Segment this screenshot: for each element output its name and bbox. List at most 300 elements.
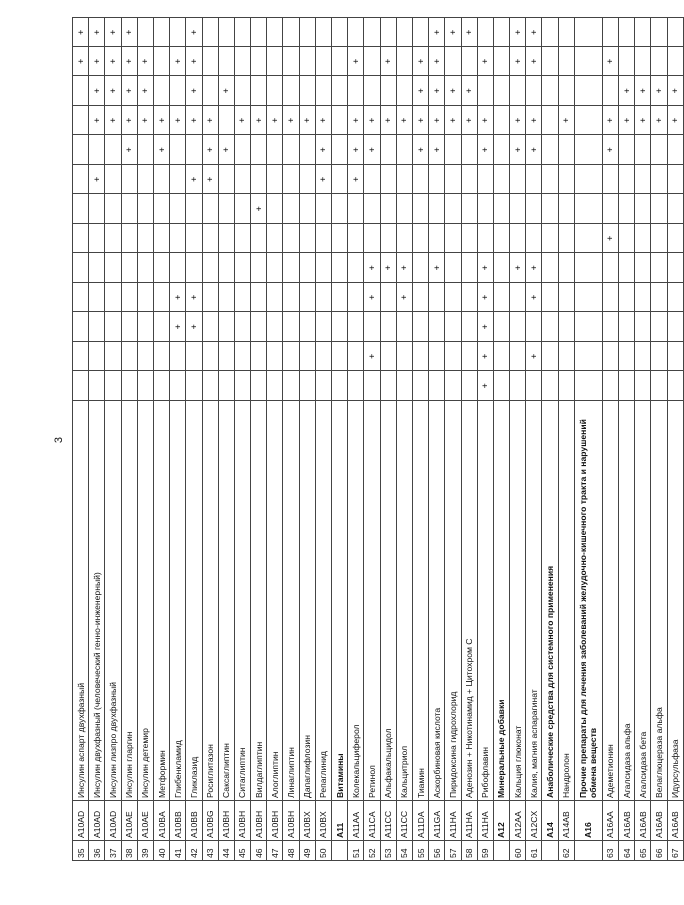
mark-cell: + <box>429 47 445 77</box>
mark-cell <box>574 194 602 224</box>
drug-name-cell: Альфакальцидол <box>380 401 396 801</box>
section-title-cell: Минеральные добавки <box>493 401 509 801</box>
mark-cell <box>412 342 428 372</box>
mark-cell <box>412 194 428 224</box>
mark-cell <box>73 106 89 136</box>
mark-cell <box>299 76 315 106</box>
mark-cell: + <box>170 283 186 313</box>
row-number-cell: 52 <box>364 841 380 861</box>
mark-cell <box>558 194 574 224</box>
mark-cell <box>186 342 202 372</box>
mark-cell <box>137 224 153 254</box>
atc-code-cell: A10BH <box>267 801 283 841</box>
mark-cell <box>89 312 105 342</box>
mark-cell <box>445 283 461 313</box>
mark-cell: + <box>153 106 169 136</box>
mark-cell <box>510 312 526 342</box>
mark-cell <box>558 371 574 401</box>
mark-cell <box>234 18 250 47</box>
mark-cell <box>461 312 477 342</box>
mark-cell <box>510 165 526 195</box>
mark-cell <box>635 135 651 165</box>
mark-cell <box>526 312 542 342</box>
mark-cell <box>526 194 542 224</box>
mark-cell <box>651 194 667 224</box>
row-number-cell: 56 <box>429 841 445 861</box>
row-number-cell: 59 <box>477 841 493 861</box>
mark-cell <box>218 342 234 372</box>
mark-cell: + <box>477 47 493 77</box>
drug-name-cell: Ситаглиптин <box>234 401 250 801</box>
drug-name-cell: Инсулин двухфазный (человеческий генно-инженерный) <box>89 401 105 801</box>
mark-cell <box>477 165 493 195</box>
mark-cell <box>234 76 250 106</box>
row-number-cell: 36 <box>89 841 105 861</box>
mark-cell <box>461 135 477 165</box>
mark-cell <box>364 194 380 224</box>
drug-name-cell: Ретинол <box>364 401 380 801</box>
mark-cell <box>121 194 137 224</box>
table-row <box>651 18 667 861</box>
mark-cell <box>635 194 651 224</box>
atc-code-cell: A10AD <box>89 801 105 841</box>
mark-cell <box>429 371 445 401</box>
mark-cell <box>602 253 618 283</box>
mark-cell <box>218 18 234 47</box>
mark-cell <box>493 194 509 224</box>
mark-cell: + <box>186 165 202 195</box>
mark-cell: + <box>429 135 445 165</box>
mark-cell <box>396 18 412 47</box>
mark-cell <box>332 76 348 106</box>
mark-cell <box>251 342 267 372</box>
mark-cell <box>251 224 267 254</box>
mark-cell <box>412 312 428 342</box>
table-row <box>234 18 250 861</box>
table-row <box>429 18 445 861</box>
mark-cell: + <box>635 76 651 106</box>
mark-cell: + <box>348 135 364 165</box>
mark-cell <box>283 253 299 283</box>
mark-cell <box>153 47 169 77</box>
atc-code-cell: A10AE <box>121 801 137 841</box>
mark-cell <box>602 76 618 106</box>
mark-cell <box>202 253 218 283</box>
mark-cell <box>412 224 428 254</box>
mark-cell <box>170 135 186 165</box>
mark-cell <box>396 135 412 165</box>
atc-code-cell: A16AB <box>619 801 635 841</box>
mark-cell: + <box>461 18 477 47</box>
mark-cell <box>667 224 683 254</box>
mark-cell: + <box>186 312 202 342</box>
mark-cell <box>283 76 299 106</box>
mark-cell <box>396 224 412 254</box>
mark-cell <box>380 135 396 165</box>
drug-name-cell: Инсулин детемир <box>137 401 153 801</box>
mark-cell: + <box>348 47 364 77</box>
mark-cell <box>153 253 169 283</box>
mark-cell <box>493 224 509 254</box>
mark-cell <box>202 18 218 47</box>
atc-code-cell: A10BX <box>315 801 331 841</box>
mark-cell: + <box>429 76 445 106</box>
mark-cell <box>73 165 89 195</box>
mark-cell <box>137 135 153 165</box>
mark-cell <box>332 224 348 254</box>
row-number-cell: 65 <box>635 841 651 861</box>
mark-cell <box>153 312 169 342</box>
mark-cell <box>299 283 315 313</box>
mark-cell: + <box>477 371 493 401</box>
mark-cell <box>89 194 105 224</box>
mark-cell <box>251 253 267 283</box>
mark-cell: + <box>315 165 331 195</box>
section-title-cell: Витамины <box>332 401 348 801</box>
atc-code-cell: A16AB <box>651 801 667 841</box>
mark-cell <box>283 312 299 342</box>
mark-cell <box>364 371 380 401</box>
mark-cell <box>267 47 283 77</box>
mark-cell <box>429 342 445 372</box>
row-number-cell: 53 <box>380 841 396 861</box>
table-row <box>283 18 299 861</box>
row-number-cell: 48 <box>283 841 299 861</box>
mark-cell: + <box>380 253 396 283</box>
section-row <box>493 18 509 861</box>
drug-name-cell: Инсулин гларгин <box>121 401 137 801</box>
mark-cell <box>283 194 299 224</box>
mark-cell <box>461 253 477 283</box>
atc-code-cell: A10BA <box>153 801 169 841</box>
rotated-table-frame <box>72 29 681 861</box>
mark-cell: + <box>251 106 267 136</box>
mark-cell <box>574 76 602 106</box>
mark-cell <box>121 371 137 401</box>
mark-cell: + <box>186 47 202 77</box>
table-row <box>635 18 651 861</box>
table-row <box>558 18 574 861</box>
table-row <box>153 18 169 861</box>
table-row <box>299 18 315 861</box>
section-title-cell: Анаболические средства для системного применения <box>542 401 558 801</box>
atc-code-cell: A11AA <box>348 801 364 841</box>
mark-cell <box>89 283 105 313</box>
row-number-cell: 47 <box>267 841 283 861</box>
mark-cell <box>574 18 602 47</box>
mark-cell <box>105 283 121 313</box>
mark-cell <box>315 283 331 313</box>
mark-cell <box>170 371 186 401</box>
mark-cell <box>445 253 461 283</box>
mark-cell <box>412 253 428 283</box>
row-number-cell <box>542 841 558 861</box>
row-number-cell: 63 <box>602 841 618 861</box>
mark-cell <box>619 224 635 254</box>
mark-cell <box>635 283 651 313</box>
mark-cell <box>137 165 153 195</box>
mark-cell: + <box>348 165 364 195</box>
mark-cell <box>619 165 635 195</box>
mark-cell <box>234 342 250 372</box>
mark-cell <box>558 47 574 77</box>
mark-cell <box>267 18 283 47</box>
mark-cell: + <box>412 47 428 77</box>
mark-cell: + <box>619 76 635 106</box>
mark-cell: + <box>348 106 364 136</box>
mark-cell <box>558 76 574 106</box>
mark-cell <box>153 283 169 313</box>
atc-code-cell: A10AD <box>105 801 121 841</box>
atc-code-cell: A11GA <box>429 801 445 841</box>
mark-cell <box>137 312 153 342</box>
mark-cell <box>651 371 667 401</box>
mark-cell <box>202 47 218 77</box>
mark-cell <box>493 253 509 283</box>
mark-cell <box>234 371 250 401</box>
mark-cell <box>283 47 299 77</box>
mark-cell: + <box>105 18 121 47</box>
mark-cell <box>542 135 558 165</box>
mark-cell <box>574 106 602 136</box>
mark-cell <box>283 165 299 195</box>
drug-name-cell: Дапаглифлозин <box>299 401 315 801</box>
mark-cell <box>153 371 169 401</box>
mark-cell <box>332 312 348 342</box>
table-row <box>526 18 542 861</box>
mark-cell: + <box>315 135 331 165</box>
mark-cell <box>429 312 445 342</box>
mark-cell <box>619 371 635 401</box>
mark-cell: + <box>364 342 380 372</box>
atc-code-cell: A14 <box>542 801 558 841</box>
drug-table <box>72 18 684 862</box>
mark-cell <box>137 194 153 224</box>
mark-cell: + <box>121 76 137 106</box>
mark-cell <box>332 47 348 77</box>
mark-cell <box>267 194 283 224</box>
mark-cell <box>574 47 602 77</box>
mark-cell <box>299 253 315 283</box>
mark-cell: + <box>283 106 299 136</box>
table-row <box>396 18 412 861</box>
mark-cell: + <box>510 135 526 165</box>
mark-cell <box>89 371 105 401</box>
mark-cell: + <box>602 47 618 77</box>
drug-name-cell: Алоглиптин <box>267 401 283 801</box>
mark-cell <box>251 47 267 77</box>
mark-cell <box>73 194 89 224</box>
mark-cell <box>619 194 635 224</box>
section-row <box>542 18 558 861</box>
atc-code-cell: A16AA <box>602 801 618 841</box>
mark-cell <box>299 371 315 401</box>
atc-code-cell: A14AB <box>558 801 574 841</box>
mark-cell <box>667 165 683 195</box>
mark-cell <box>619 253 635 283</box>
mark-cell <box>558 18 574 47</box>
mark-cell: + <box>218 135 234 165</box>
table-row <box>380 18 396 861</box>
row-number-cell: 67 <box>667 841 683 861</box>
mark-cell: + <box>526 106 542 136</box>
drug-name-cell: Калия, магния аспарагинат <box>526 401 542 801</box>
mark-cell <box>234 312 250 342</box>
row-number-cell: 60 <box>510 841 526 861</box>
mark-cell <box>477 224 493 254</box>
mark-cell <box>267 312 283 342</box>
row-number-cell: 58 <box>461 841 477 861</box>
drug-name-cell: Агалсидаза альфа <box>619 401 635 801</box>
mark-cell <box>332 194 348 224</box>
mark-cell <box>332 106 348 136</box>
mark-cell <box>526 165 542 195</box>
mark-cell: + <box>429 253 445 283</box>
table-row <box>170 18 186 861</box>
mark-cell <box>299 194 315 224</box>
mark-cell <box>510 342 526 372</box>
mark-cell <box>218 253 234 283</box>
mark-cell <box>651 312 667 342</box>
mark-cell <box>348 371 364 401</box>
mark-cell <box>315 253 331 283</box>
drug-name-cell: Адеметионин <box>602 401 618 801</box>
mark-cell: + <box>510 47 526 77</box>
mark-cell <box>542 283 558 313</box>
table-row <box>251 18 267 861</box>
mark-cell: + <box>202 106 218 136</box>
mark-cell <box>380 342 396 372</box>
mark-cell <box>667 342 683 372</box>
mark-cell <box>89 135 105 165</box>
mark-cell <box>574 312 602 342</box>
mark-cell <box>121 342 137 372</box>
mark-cell: + <box>526 135 542 165</box>
mark-cell: + <box>619 106 635 136</box>
mark-cell: + <box>267 106 283 136</box>
mark-cell <box>412 165 428 195</box>
drug-name-cell: Гликлазид <box>186 401 202 801</box>
mark-cell: + <box>396 253 412 283</box>
mark-cell: + <box>445 18 461 47</box>
mark-cell <box>493 342 509 372</box>
table-row <box>602 18 618 861</box>
mark-cell <box>121 312 137 342</box>
atc-code-cell: A12AA <box>510 801 526 841</box>
mark-cell <box>445 47 461 77</box>
row-number-cell: 54 <box>396 841 412 861</box>
atc-code-cell: A11HA <box>477 801 493 841</box>
mark-cell: + <box>445 76 461 106</box>
mark-cell <box>445 371 461 401</box>
row-number-cell <box>332 841 348 861</box>
mark-cell <box>380 312 396 342</box>
mark-cell <box>542 342 558 372</box>
mark-cell <box>526 224 542 254</box>
mark-cell <box>218 106 234 136</box>
mark-cell <box>89 253 105 283</box>
mark-cell <box>234 283 250 313</box>
mark-cell <box>218 371 234 401</box>
mark-cell <box>251 18 267 47</box>
mark-cell <box>635 371 651 401</box>
mark-cell <box>445 224 461 254</box>
mark-cell <box>283 224 299 254</box>
atc-code-cell: A16AB <box>635 801 651 841</box>
mark-cell <box>251 312 267 342</box>
mark-cell: + <box>105 47 121 77</box>
mark-cell <box>170 224 186 254</box>
mark-cell <box>445 135 461 165</box>
mark-cell <box>218 312 234 342</box>
drug-name-cell: Велаглюцераза альфа <box>651 401 667 801</box>
mark-cell: + <box>510 253 526 283</box>
mark-cell <box>332 135 348 165</box>
mark-cell <box>493 165 509 195</box>
atc-code-cell: A11CA <box>364 801 380 841</box>
atc-code-cell: A10BH <box>218 801 234 841</box>
mark-cell <box>429 165 445 195</box>
mark-cell <box>153 18 169 47</box>
atc-code-cell: A11CC <box>380 801 396 841</box>
mark-cell <box>105 135 121 165</box>
mark-cell <box>170 253 186 283</box>
mark-cell <box>574 371 602 401</box>
mark-cell <box>493 283 509 313</box>
drug-name-cell: Агалсидаза бета <box>635 401 651 801</box>
mark-cell <box>574 253 602 283</box>
row-number-cell <box>574 841 602 861</box>
mark-cell <box>315 47 331 77</box>
mark-cell: + <box>429 18 445 47</box>
mark-cell <box>218 194 234 224</box>
row-number-cell: 50 <box>315 841 331 861</box>
mark-cell <box>348 224 364 254</box>
mark-cell: + <box>364 106 380 136</box>
mark-cell <box>121 283 137 313</box>
mark-cell <box>477 194 493 224</box>
mark-cell <box>332 253 348 283</box>
mark-cell <box>619 283 635 313</box>
mark-cell: + <box>186 76 202 106</box>
table-row <box>73 18 89 861</box>
mark-cell <box>348 312 364 342</box>
mark-cell <box>574 135 602 165</box>
row-number-cell: 38 <box>121 841 137 861</box>
atc-code-cell: A10BB <box>186 801 202 841</box>
mark-cell <box>651 283 667 313</box>
mark-cell <box>299 165 315 195</box>
mark-cell <box>542 253 558 283</box>
mark-cell: + <box>510 106 526 136</box>
mark-cell <box>153 342 169 372</box>
row-number-cell: 62 <box>558 841 574 861</box>
mark-cell <box>651 18 667 47</box>
mark-cell: + <box>105 76 121 106</box>
mark-cell <box>332 18 348 47</box>
mark-cell: + <box>251 194 267 224</box>
mark-cell <box>558 224 574 254</box>
mark-cell: + <box>202 135 218 165</box>
mark-cell <box>299 18 315 47</box>
mark-cell <box>526 76 542 106</box>
mark-cell <box>202 76 218 106</box>
mark-cell <box>510 283 526 313</box>
mark-cell <box>332 283 348 313</box>
atc-code-cell: A10BH <box>283 801 299 841</box>
mark-cell: + <box>510 18 526 47</box>
mark-cell <box>558 135 574 165</box>
